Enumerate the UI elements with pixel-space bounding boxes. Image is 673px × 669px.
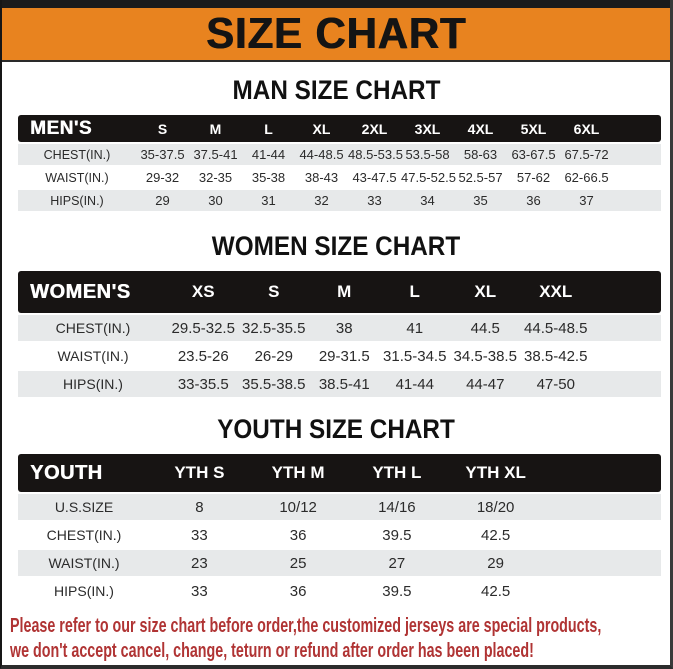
measurement-label: WAIST(IN.) — [57, 348, 129, 364]
measurement-row — [18, 494, 661, 520]
measurement-row — [18, 144, 661, 165]
measurement-value: 18/20 — [476, 498, 515, 516]
women-section-heading: WOMEN SIZE CHART — [211, 231, 461, 261]
measurement-value: 43-47.5 — [352, 170, 397, 185]
size-column-header: YTH S — [150, 454, 249, 492]
measurement-value: 10/12 — [279, 498, 317, 516]
measurement-value: 38-43 — [304, 170, 339, 185]
row-filler — [591, 343, 661, 369]
women-size-section — [2, 231, 670, 399]
measurement-label: U.S.SIZE — [54, 499, 114, 515]
measurement-value: 47-50 — [536, 375, 575, 393]
measurement-value: 41-44 — [251, 147, 286, 162]
measurement-value: 33-35.5 — [177, 375, 229, 393]
measurement-value: 30 — [208, 193, 223, 208]
measurement-row — [18, 190, 661, 211]
measurement-value: 67.5-72 — [564, 147, 609, 162]
row-filler — [545, 550, 661, 576]
measurement-value: 35-38 — [251, 170, 286, 185]
youth-size-table — [18, 452, 661, 606]
row-filler — [591, 371, 661, 397]
men-size-table — [18, 113, 661, 213]
measurement-value: 32 — [314, 193, 329, 208]
measurement-value: 25 — [289, 554, 307, 572]
row-filler — [545, 494, 661, 520]
measurement-value: 62-66.5 — [564, 170, 609, 185]
measurement-value: 44.5 — [470, 319, 500, 337]
row-filler — [545, 578, 661, 604]
measurement-value: 35-37.5 — [140, 147, 185, 162]
women-size-table — [18, 269, 661, 399]
measurement-value: 29 — [487, 554, 504, 572]
row-filler — [591, 315, 661, 341]
measurement-value: 33 — [191, 582, 208, 600]
measurement-value: 29-32 — [145, 170, 180, 185]
measurement-value: 36 — [289, 526, 307, 544]
measurement-value: 33 — [191, 526, 208, 544]
measurement-value: 23.5-26 — [177, 347, 229, 365]
header-filler — [591, 271, 661, 313]
size-column-header: M — [309, 271, 380, 313]
measurement-value: 31 — [261, 193, 276, 208]
youth-section-heading: YOUTH SIZE CHART — [217, 414, 455, 444]
footer-note-line1: Please refer to our size chart before order,the customized jerseys are special products, — [10, 615, 602, 637]
size-column-header: XXL — [521, 271, 592, 313]
size-column-header: YTH M — [249, 454, 348, 492]
measurement-row — [18, 550, 661, 576]
size-column-header: YTH XL — [446, 454, 545, 492]
footer-note — [10, 614, 670, 664]
table-body — [18, 494, 661, 604]
measurement-value: 52.5-57 — [458, 170, 503, 185]
measurement-row — [18, 522, 661, 548]
table-label: YOUTH — [18, 454, 150, 492]
size-column-header: XS — [168, 271, 239, 313]
measurement-value: 53.5-58 — [405, 147, 450, 162]
measurement-value: 42.5 — [481, 582, 511, 600]
measurement-value: 47.5-52.5 — [401, 170, 456, 185]
measurement-value: 34.5-38.5 — [453, 347, 517, 365]
measurement-label: CHEST(IN.) — [43, 147, 111, 162]
measurement-row — [18, 343, 661, 369]
measurement-value: 32-35 — [198, 170, 233, 185]
measurement-value: 26-29 — [254, 347, 293, 365]
measurement-value: 27 — [388, 554, 406, 572]
size-column-header: 3XL — [401, 115, 454, 142]
measurement-value: 57-62 — [516, 170, 551, 185]
table-header-row — [18, 115, 661, 142]
youth-size-section — [2, 414, 670, 606]
page-title: SIZE CHART — [205, 9, 467, 58]
measurement-label: CHEST(IN.) — [55, 320, 131, 336]
measurement-value: 29 — [155, 193, 170, 208]
size-column-header: M — [189, 115, 242, 142]
title-banner — [2, 8, 670, 62]
top-border-bar — [2, 0, 670, 8]
table-body — [18, 144, 661, 211]
measurement-value: 8 — [195, 498, 204, 516]
measurement-value: 23 — [191, 554, 208, 572]
header-filler — [613, 115, 661, 142]
measurement-value: 63-67.5 — [511, 147, 556, 162]
size-column-header: 5XL — [507, 115, 560, 142]
size-column-header: L — [242, 115, 295, 142]
measurement-value: 29-31.5 — [318, 347, 370, 365]
measurement-value: 36 — [289, 582, 307, 600]
men-section-heading: MAN SIZE CHART — [232, 75, 440, 105]
measurement-value: 37.5-41 — [193, 147, 238, 162]
size-column-header: XL — [295, 115, 348, 142]
measurement-value: 35 — [473, 193, 488, 208]
row-filler — [613, 190, 661, 211]
measurement-value: 37 — [579, 193, 594, 208]
measurement-label: WAIST(IN.) — [45, 170, 109, 185]
table-head — [18, 115, 661, 142]
measurement-label: HIPS(IN.) — [50, 193, 104, 208]
measurement-value: 38 — [335, 319, 353, 337]
measurement-value: 44.5-48.5 — [524, 319, 588, 337]
table-header-row — [18, 454, 661, 492]
table-head — [18, 271, 661, 313]
size-column-header: 2XL — [348, 115, 401, 142]
measurement-row — [18, 371, 661, 397]
men-size-section — [2, 75, 670, 213]
header-filler — [545, 454, 661, 492]
size-column-header: S — [136, 115, 189, 142]
measurement-row — [18, 315, 661, 341]
row-filler — [545, 522, 661, 548]
measurement-value: 29.5-32.5 — [171, 319, 235, 337]
measurement-value: 39.5 — [382, 582, 412, 600]
measurement-value: 36 — [526, 193, 541, 208]
measurement-value: 38.5-42.5 — [524, 347, 588, 365]
table-label: WOMEN'S — [18, 271, 168, 313]
measurement-value: 31.5-34.5 — [383, 347, 447, 365]
size-column-header: S — [239, 271, 310, 313]
table-label: MEN'S — [18, 115, 136, 142]
footer-note-line2: we don't accept cancel, change, teturn or refund after order has been placed! — [10, 640, 534, 662]
measurement-value: 41 — [406, 319, 424, 337]
table-body — [18, 315, 661, 397]
size-column-header: 4XL — [454, 115, 507, 142]
measurement-label: CHEST(IN.) — [46, 527, 122, 543]
measurement-value: 35.5-38.5 — [242, 375, 306, 393]
measurement-value: 34 — [420, 193, 435, 208]
measurement-value: 44-48.5 — [299, 147, 344, 162]
measurement-row — [18, 578, 661, 604]
measurement-value: 32.5-35.5 — [242, 319, 306, 337]
measurement-label: HIPS(IN.) — [63, 376, 123, 392]
measurement-value: 33 — [367, 193, 382, 208]
size-column-header: YTH L — [348, 454, 447, 492]
table-header-row — [18, 271, 661, 313]
measurement-value: 14/16 — [378, 498, 416, 516]
measurement-label: WAIST(IN.) — [48, 555, 120, 571]
measurement-value: 42.5 — [481, 526, 511, 544]
measurement-value: 58-63 — [463, 147, 498, 162]
size-column-header: L — [380, 271, 451, 313]
measurement-value: 44-47 — [466, 375, 505, 393]
size-column-header: 6XL — [560, 115, 613, 142]
measurement-value: 39.5 — [382, 526, 412, 544]
measurement-value: 48.5-53.5 — [348, 147, 403, 162]
table-head — [18, 454, 661, 492]
measurement-value: 41-44 — [395, 375, 434, 393]
row-filler — [613, 144, 661, 165]
row-filler — [613, 167, 661, 188]
measurement-label: HIPS(IN.) — [54, 583, 114, 599]
size-column-header: XL — [450, 271, 521, 313]
measurement-row — [18, 167, 661, 188]
measurement-value: 38.5-41 — [318, 375, 370, 393]
